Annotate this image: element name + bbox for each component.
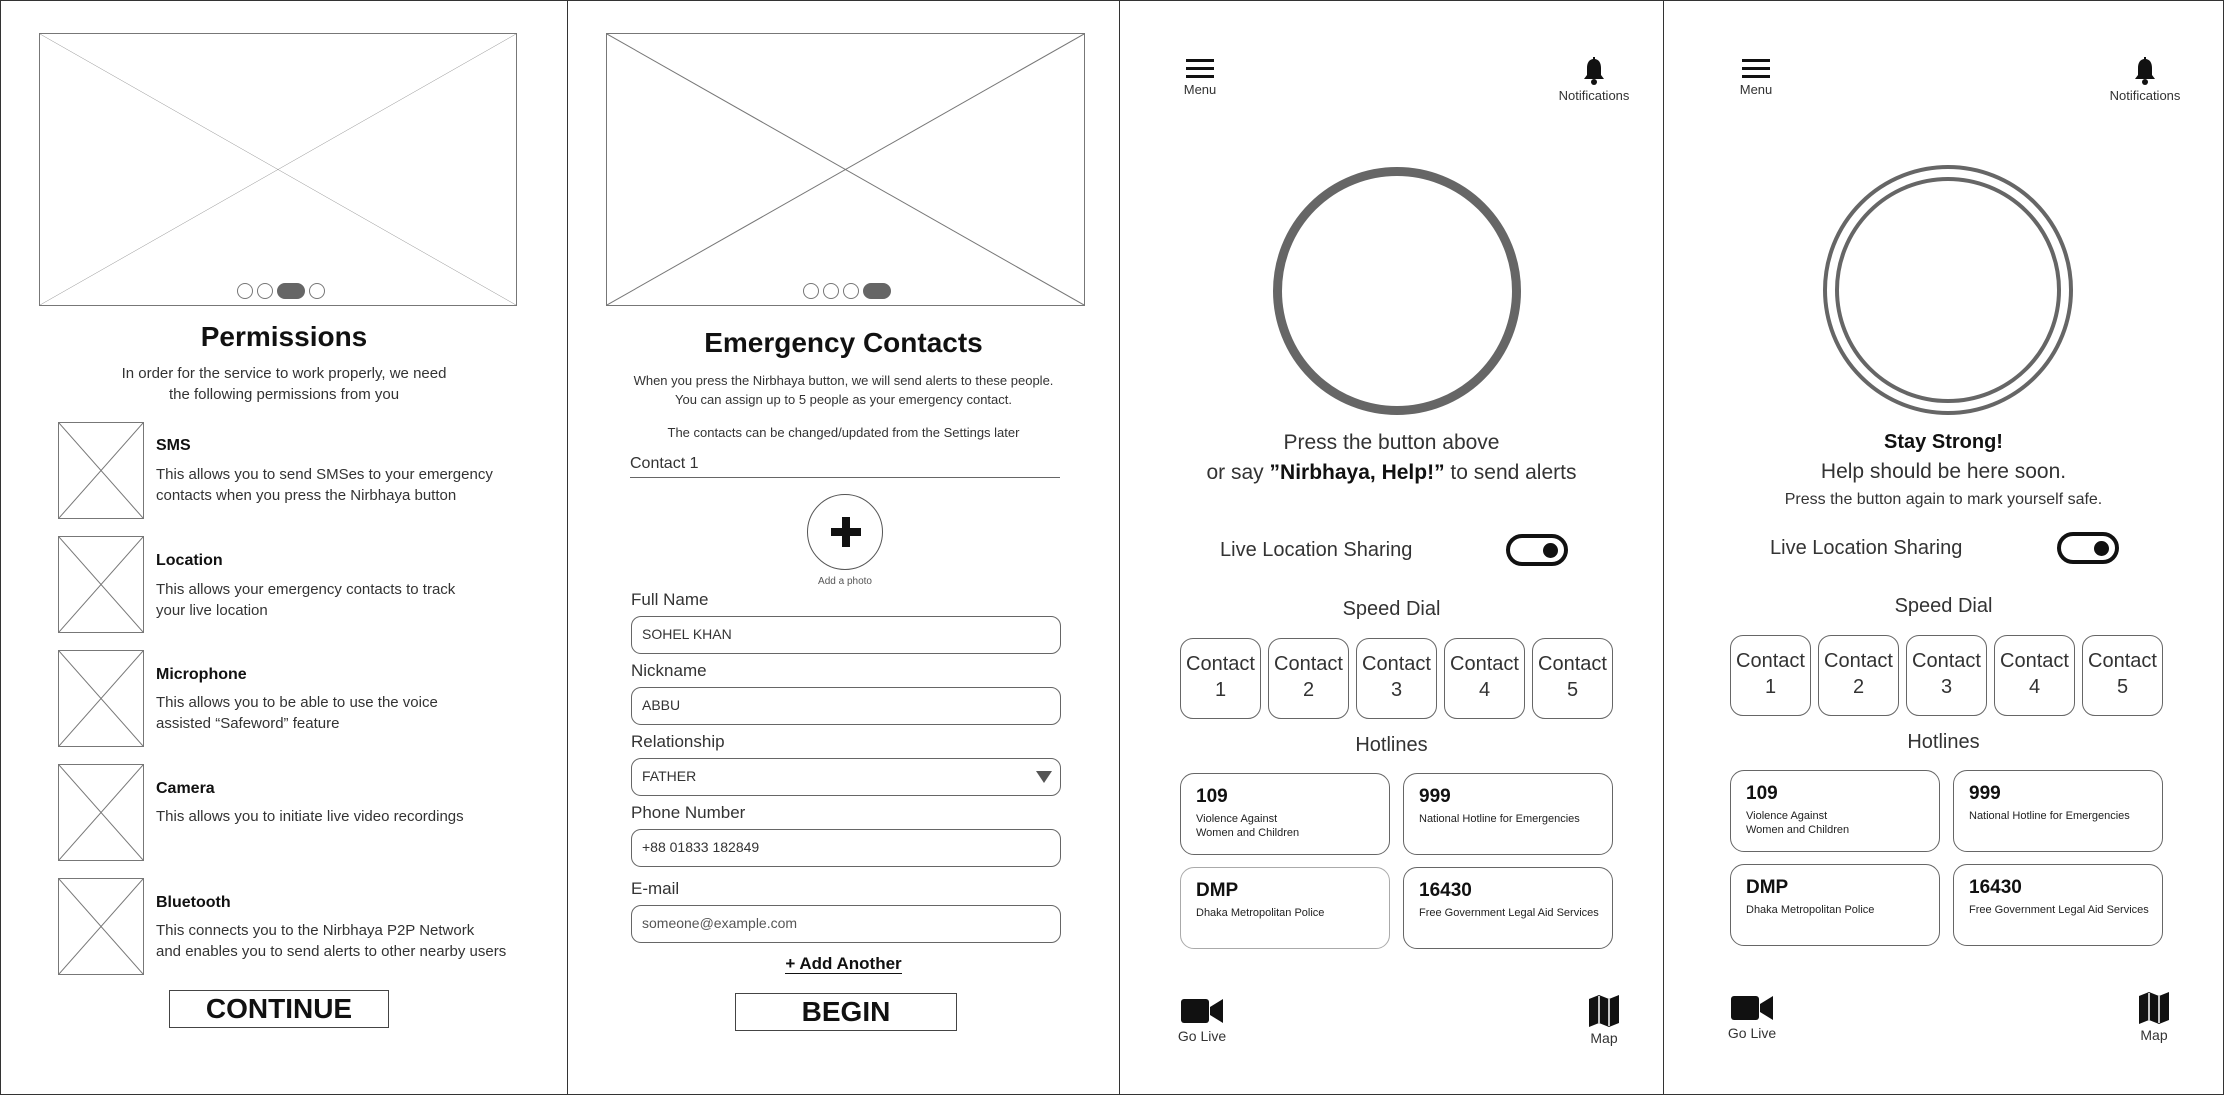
intro-line: You can assign up to 5 people as your emergency contact. xyxy=(674,392,1013,407)
hotline-16430[interactable] xyxy=(1953,864,2163,946)
hotline-number: 16430 xyxy=(1969,877,2022,898)
toggle-knob xyxy=(1543,543,1558,558)
permission-desc xyxy=(156,920,556,962)
map-button[interactable] xyxy=(1582,995,1626,1046)
permission-desc-line: This allows you to initiate live video recordings xyxy=(156,808,464,825)
onboarding-image-placeholder xyxy=(606,33,1085,306)
permission-desc-line: assisted “Safeword” feature xyxy=(156,715,340,732)
nirbhaya-alert-button[interactable] xyxy=(1273,167,1521,415)
alert-active-screen xyxy=(1663,0,2224,1095)
page-title: Emergency Contacts xyxy=(704,327,983,358)
permission-desc xyxy=(156,579,516,621)
add-photo-button[interactable] xyxy=(807,494,883,570)
notifications-label: Notifications xyxy=(2109,88,2181,103)
permission-title: Location xyxy=(156,552,223,569)
add-another-wrap xyxy=(568,954,1119,974)
intro-line: When you press the Nirbhaya button, we will send alerts to these people. xyxy=(633,373,1054,388)
add-another-link[interactable]: + Add Another xyxy=(785,954,902,973)
live-location-label: Live Location Sharing xyxy=(1220,539,1413,561)
hotline-desc xyxy=(1746,809,1939,837)
intro-line: the following permissions from you xyxy=(168,386,400,403)
hotline-desc xyxy=(1969,809,2162,823)
permission-desc-line: This connects you to the Nirbhaya P2P Network xyxy=(156,922,475,939)
speed-dial-label: Contact xyxy=(1538,653,1607,675)
hotline-number: 999 xyxy=(1419,786,1451,807)
microphone-icon xyxy=(58,650,144,747)
hotline-desc-line: Violence Against xyxy=(1746,810,1828,822)
intro-line: In order for the service to work properly, we need xyxy=(121,365,447,382)
prompt-line-2 xyxy=(1120,461,1663,485)
hotline-desc xyxy=(1746,903,1939,917)
notifications-button[interactable] xyxy=(2095,57,2195,103)
onboarding-image-placeholder xyxy=(39,33,517,306)
speed-dial-label: Contact xyxy=(1912,650,1981,672)
dropdown-arrow-icon xyxy=(1036,771,1052,783)
map-button[interactable] xyxy=(2132,992,2176,1043)
nickname-input[interactable]: ABBU xyxy=(631,687,1061,725)
location-icon xyxy=(58,536,144,633)
relationship-value: FATHER xyxy=(642,768,697,784)
go-live-label: Go Live xyxy=(1727,1025,1777,1041)
active-ring xyxy=(1835,177,2061,403)
speed-dial-label: Contact xyxy=(1362,653,1431,675)
speed-dial-contact-5[interactable] xyxy=(2082,635,2163,716)
plus-icon xyxy=(808,495,884,571)
speed-dial-contact-1[interactable] xyxy=(1180,638,1261,719)
permission-desc-line: This allows you to be able to use the voice xyxy=(156,694,438,711)
live-location-toggle[interactable] xyxy=(2057,532,2119,564)
speed-dial-number: 1 xyxy=(1764,676,1777,698)
prompt-safeword: ”Nirbhaya, Help!” xyxy=(1269,461,1445,484)
speed-dial-contact-5[interactable] xyxy=(1532,638,1613,719)
hotlines-title: Hotlines xyxy=(1355,734,1428,756)
bell-icon xyxy=(1582,57,1606,85)
bluetooth-icon xyxy=(58,878,144,975)
toggle-knob xyxy=(2094,541,2109,556)
hotline-16430[interactable] xyxy=(1403,867,1613,949)
hotline-desc-line: Free Government Legal Aid Services xyxy=(1419,907,1599,919)
hotline-number: 109 xyxy=(1746,783,1778,804)
stay-strong-text: Stay Strong! xyxy=(1884,431,2003,453)
hotline-desc xyxy=(1969,903,2162,917)
carousel-dot-active[interactable] xyxy=(277,283,305,299)
carousel-dots xyxy=(803,283,891,299)
permissions-screen xyxy=(0,0,568,1095)
permission-desc xyxy=(156,464,516,506)
hotline-desc-line: Women and Children xyxy=(1196,827,1300,839)
hotline-999[interactable] xyxy=(1403,773,1613,855)
carousel-dot[interactable] xyxy=(309,283,325,299)
speed-dial-number: 4 xyxy=(1478,679,1491,701)
continue-button[interactable]: CONTINUE xyxy=(169,990,389,1028)
permission-title: Microphone xyxy=(156,666,247,683)
menu-button[interactable] xyxy=(1731,59,1781,97)
menu-button[interactable] xyxy=(1175,59,1225,97)
map-icon xyxy=(2139,992,2169,1024)
phone-input[interactable]: +88 01833 182849 xyxy=(631,829,1061,867)
speed-dial-contact-2[interactable] xyxy=(1818,635,1899,716)
speed-dial-contact-1[interactable] xyxy=(1730,635,1811,716)
speed-dial-number: 4 xyxy=(2028,676,2041,698)
go-live-label: Go Live xyxy=(1177,1028,1227,1044)
permission-desc-line: your live location xyxy=(156,602,268,619)
hotline-desc-line: Dhaka Metropolitan Police xyxy=(1196,907,1325,919)
notifications-label: Notifications xyxy=(1558,88,1630,103)
hotline-109[interactable] xyxy=(1730,770,1940,852)
video-camera-icon xyxy=(1731,994,1773,1022)
phone-label: Phone Number xyxy=(631,803,746,822)
live-location-label: Live Location Sharing xyxy=(1770,537,1963,559)
speed-dial-title: Speed Dial xyxy=(1894,595,1993,617)
email-input[interactable]: someone@example.com xyxy=(631,905,1061,943)
speed-dial-label: Contact xyxy=(2000,650,2069,672)
permission-title: Bluetooth xyxy=(156,894,231,911)
hotline-desc xyxy=(1419,812,1612,826)
relationship-label: Relationship xyxy=(631,732,725,751)
speed-dial-contact-3[interactable] xyxy=(1906,635,1987,716)
relationship-select[interactable] xyxy=(631,758,1061,796)
carousel-dot[interactable] xyxy=(237,283,253,299)
hotline-desc-line: National Hotline for Emergencies xyxy=(1969,810,2130,822)
speed-dial-label: Contact xyxy=(1824,650,1893,672)
hotline-desc xyxy=(1196,812,1389,840)
speed-dial-number: 2 xyxy=(1852,676,1865,698)
home-screen xyxy=(1119,0,1664,1095)
nickname-label: Nickname xyxy=(631,661,707,680)
bell-icon xyxy=(2133,57,2157,85)
carousel-dot[interactable] xyxy=(823,283,839,299)
hotline-999[interactable] xyxy=(1953,770,2163,852)
hotline-desc-line: Free Government Legal Aid Services xyxy=(1969,904,2149,916)
email-label: E-mail xyxy=(631,879,680,898)
speed-dial-contact-3[interactable] xyxy=(1356,638,1437,719)
carousel-dot[interactable] xyxy=(257,283,273,299)
menu-icon xyxy=(1186,59,1214,79)
go-live-button[interactable] xyxy=(1172,997,1232,1044)
hotline-dmp[interactable] xyxy=(1730,864,1940,946)
full-name-label: Full Name xyxy=(631,590,709,609)
carousel-dot[interactable] xyxy=(803,283,819,299)
speed-dial-number: 1 xyxy=(1214,679,1227,701)
speed-dial-contact-2[interactable] xyxy=(1268,638,1349,719)
permission-desc-line: This allows you to send SMSes to your emergency xyxy=(156,466,493,483)
carousel-dot-active[interactable] xyxy=(863,283,891,299)
hotline-dmp[interactable] xyxy=(1180,867,1390,949)
hotline-desc-line: Violence Against xyxy=(1196,813,1278,825)
mark-safe-text: Press the button again to mark yourself safe. xyxy=(1784,491,2103,508)
permission-desc-line: contacts when you press the Nirbhaya button xyxy=(156,487,457,504)
add-photo-label: Add a photo xyxy=(818,576,872,587)
menu-label: Menu xyxy=(1739,82,1773,97)
emergency-contacts-screen xyxy=(567,0,1120,1095)
begin-button[interactable]: BEGIN xyxy=(735,993,957,1031)
nirbhaya-alert-button-active[interactable] xyxy=(1823,165,2073,415)
hotline-desc xyxy=(1196,906,1389,920)
permission-desc xyxy=(156,692,516,734)
prompt-post: to send alerts xyxy=(1444,461,1577,484)
hotline-number: 109 xyxy=(1196,786,1228,807)
notifications-button[interactable] xyxy=(1544,57,1644,103)
go-live-button[interactable] xyxy=(1722,994,1782,1041)
contact-section-header: Contact 1 xyxy=(630,455,1060,478)
intro-text xyxy=(568,371,1119,409)
map-label: Map xyxy=(1590,1030,1618,1046)
speed-dial-number: 2 xyxy=(1302,679,1315,701)
speed-dial-label: Contact xyxy=(1274,653,1343,675)
menu-label: Menu xyxy=(1183,82,1217,97)
hotline-number: DMP xyxy=(1746,877,1789,898)
hotline-desc-line: Dhaka Metropolitan Police xyxy=(1746,904,1875,916)
full-name-input[interactable]: SOHEL KHAN xyxy=(631,616,1061,654)
hotline-number: 16430 xyxy=(1419,880,1472,901)
hotline-desc-line: Women and Children xyxy=(1746,824,1850,836)
prompt-line-1: Press the button above xyxy=(1283,431,1500,454)
hotline-desc xyxy=(1419,906,1612,920)
permission-desc xyxy=(156,806,516,827)
speed-dial-contact-4[interactable] xyxy=(1444,638,1525,719)
video-camera-icon xyxy=(1181,997,1223,1025)
hotline-number: 999 xyxy=(1969,783,2001,804)
speed-dial-title: Speed Dial xyxy=(1342,598,1441,620)
menu-icon xyxy=(1742,59,1770,79)
permission-desc-line: and enables you to send alerts to other nearby users xyxy=(156,943,507,960)
speed-dial-number: 3 xyxy=(1940,676,1953,698)
settings-note: The contacts can be changed/updated from the Settings later xyxy=(667,425,1020,440)
map-label: Map xyxy=(2140,1027,2168,1043)
permission-title: SMS xyxy=(156,437,191,454)
hotline-desc-line: National Hotline for Emergencies xyxy=(1419,813,1580,825)
camera-icon xyxy=(58,764,144,861)
permission-title: Camera xyxy=(156,780,215,797)
map-icon xyxy=(1589,995,1619,1027)
help-soon-text: Help should be here soon. xyxy=(1820,460,2067,483)
speed-dial-number: 5 xyxy=(2116,676,2129,698)
speed-dial-label: Contact xyxy=(2088,650,2157,672)
intro-text xyxy=(1,363,567,405)
speed-dial-label: Contact xyxy=(1736,650,1805,672)
speed-dial-label: Contact xyxy=(1186,653,1255,675)
live-location-toggle[interactable] xyxy=(1506,534,1568,566)
hotlines-title: Hotlines xyxy=(1907,731,1980,753)
carousel-dot[interactable] xyxy=(843,283,859,299)
carousel-dots xyxy=(237,283,325,299)
speed-dial-number: 5 xyxy=(1566,679,1579,701)
permission-desc-line: This allows your emergency contacts to track xyxy=(156,581,456,598)
prompt-pre: or say xyxy=(1206,461,1270,484)
page-title: Permissions xyxy=(200,321,368,352)
hotline-109[interactable] xyxy=(1180,773,1390,855)
speed-dial-contact-4[interactable] xyxy=(1994,635,2075,716)
speed-dial-number: 3 xyxy=(1390,679,1403,701)
sms-icon xyxy=(58,422,144,519)
speed-dial-label: Contact xyxy=(1450,653,1519,675)
hotline-number: DMP xyxy=(1196,880,1239,901)
